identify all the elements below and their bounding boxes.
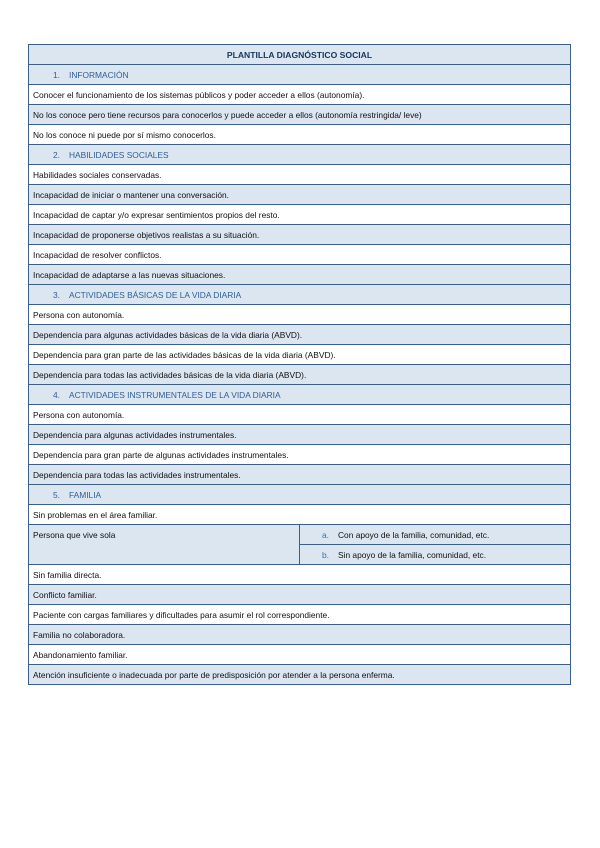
row-text: Sin problemas en el área familiar. <box>29 505 571 525</box>
section-title: INFORMACIÓN <box>69 69 129 80</box>
row-text: Paciente con cargas familiares y dificultades para asumir el rol correspondiente. <box>29 605 571 625</box>
table-row <box>29 645 571 665</box>
section-number: 3. <box>53 289 60 300</box>
table-row <box>29 665 571 685</box>
table-row <box>29 465 571 485</box>
section-title: HABILIDADES SOCIALES <box>69 149 169 160</box>
section-heading-row <box>29 145 571 165</box>
table-row <box>29 505 571 525</box>
row-text: Incapacidad de adaptarse a las nuevas situaciones. <box>29 265 571 285</box>
table-row <box>29 605 571 625</box>
row-text: Conflicto familiar. <box>29 585 571 605</box>
row-text: No los conoce pero tiene recursos para conocerlos y puede acceder a ellos (autonomía restringida/ leve) <box>29 105 571 125</box>
section-number: 1. <box>53 69 60 80</box>
table-row <box>29 125 571 145</box>
section-heading-row <box>29 385 571 405</box>
row-text: Dependencia para algunas actividades básicas de la vida diaria (ABVD). <box>29 325 571 345</box>
section-number: 2. <box>53 149 60 160</box>
row-text: Dependencia para todas las actividades básicas de la vida diaria (ABVD). <box>29 365 571 385</box>
table-row <box>29 185 571 205</box>
section-heading-row <box>29 285 571 305</box>
lives-alone-label: Persona que vive sola <box>29 525 300 565</box>
row-text: Dependencia para gran parte de algunas actividades instrumentales. <box>29 445 571 465</box>
table-row <box>29 445 571 465</box>
table-row <box>29 585 571 605</box>
split-row <box>29 525 571 545</box>
table-row <box>29 105 571 125</box>
section-heading-row <box>29 485 571 505</box>
section-heading <box>29 145 571 165</box>
table-row <box>29 245 571 265</box>
section-number: 5. <box>53 489 60 500</box>
section-heading-row <box>29 65 571 85</box>
row-text: Dependencia para gran parte de las actividades básicas de la vida diaria (ABVD). <box>29 345 571 365</box>
row-text: Dependencia para todas las actividades instrumentales. <box>29 465 571 485</box>
section-title: FAMILIA <box>69 489 102 500</box>
table-row <box>29 225 571 245</box>
option-text: Con apoyo de la familia, comunidad, etc. <box>338 529 490 540</box>
table-row <box>29 265 571 285</box>
section-heading <box>29 285 571 305</box>
row-text: Persona con autonomía. <box>29 405 571 425</box>
sub-option-a <box>300 525 571 545</box>
table-row <box>29 405 571 425</box>
section-title: ACTIVIDADES INSTRUMENTALES DE LA VIDA DIARIA <box>69 389 281 400</box>
section-heading <box>29 385 571 405</box>
row-text: Dependencia para algunas actividades instrumentales. <box>29 425 571 445</box>
row-text: Familia no colaboradora. <box>29 625 571 645</box>
title-row <box>29 45 571 65</box>
row-text: Habilidades sociales conservadas. <box>29 165 571 185</box>
table-row <box>29 85 571 105</box>
row-text: No los conoce ni puede por sí mismo conocerlos. <box>29 125 571 145</box>
table-row <box>29 365 571 385</box>
row-text: Atención insuficiente o inadecuada por parte de predisposición por atender a la persona enferma. <box>29 665 571 685</box>
section-heading <box>29 65 571 85</box>
option-text: Sin apoyo de la familia, comunidad, etc. <box>338 549 487 560</box>
row-text: Incapacidad de captar y/o expresar sentimientos propios del resto. <box>29 205 571 225</box>
table-title: PLANTILLA DIAGNÓSTICO SOCIAL <box>29 45 571 65</box>
option-letter: a. <box>322 529 329 540</box>
row-text: Sin familia directa. <box>29 565 571 585</box>
row-text: Persona con autonomía. <box>29 305 571 325</box>
table-row <box>29 165 571 185</box>
table-row <box>29 305 571 325</box>
table-row <box>29 565 571 585</box>
sub-option-b <box>300 545 571 565</box>
row-text: Incapacidad de proponerse objetivos realistas a su situación. <box>29 225 571 245</box>
table-row <box>29 425 571 445</box>
diagnostic-template-table <box>28 44 571 685</box>
table-row <box>29 345 571 365</box>
option-letter: b. <box>322 549 329 560</box>
table-row <box>29 625 571 645</box>
row-text: Conocer el funcionamiento de los sistemas públicos y poder acceder a ellos (autonomía). <box>29 85 571 105</box>
table-row <box>29 205 571 225</box>
row-text: Incapacidad de resolver conflictos. <box>29 245 571 265</box>
section-number: 4. <box>53 389 60 400</box>
section-heading <box>29 485 571 505</box>
row-text: Abandonamiento familiar. <box>29 645 571 665</box>
row-text: Incapacidad de iniciar o mantener una conversación. <box>29 185 571 205</box>
section-title: ACTIVIDADES BÁSICAS DE LA VIDA DIARIA <box>69 289 242 300</box>
table-row <box>29 325 571 345</box>
